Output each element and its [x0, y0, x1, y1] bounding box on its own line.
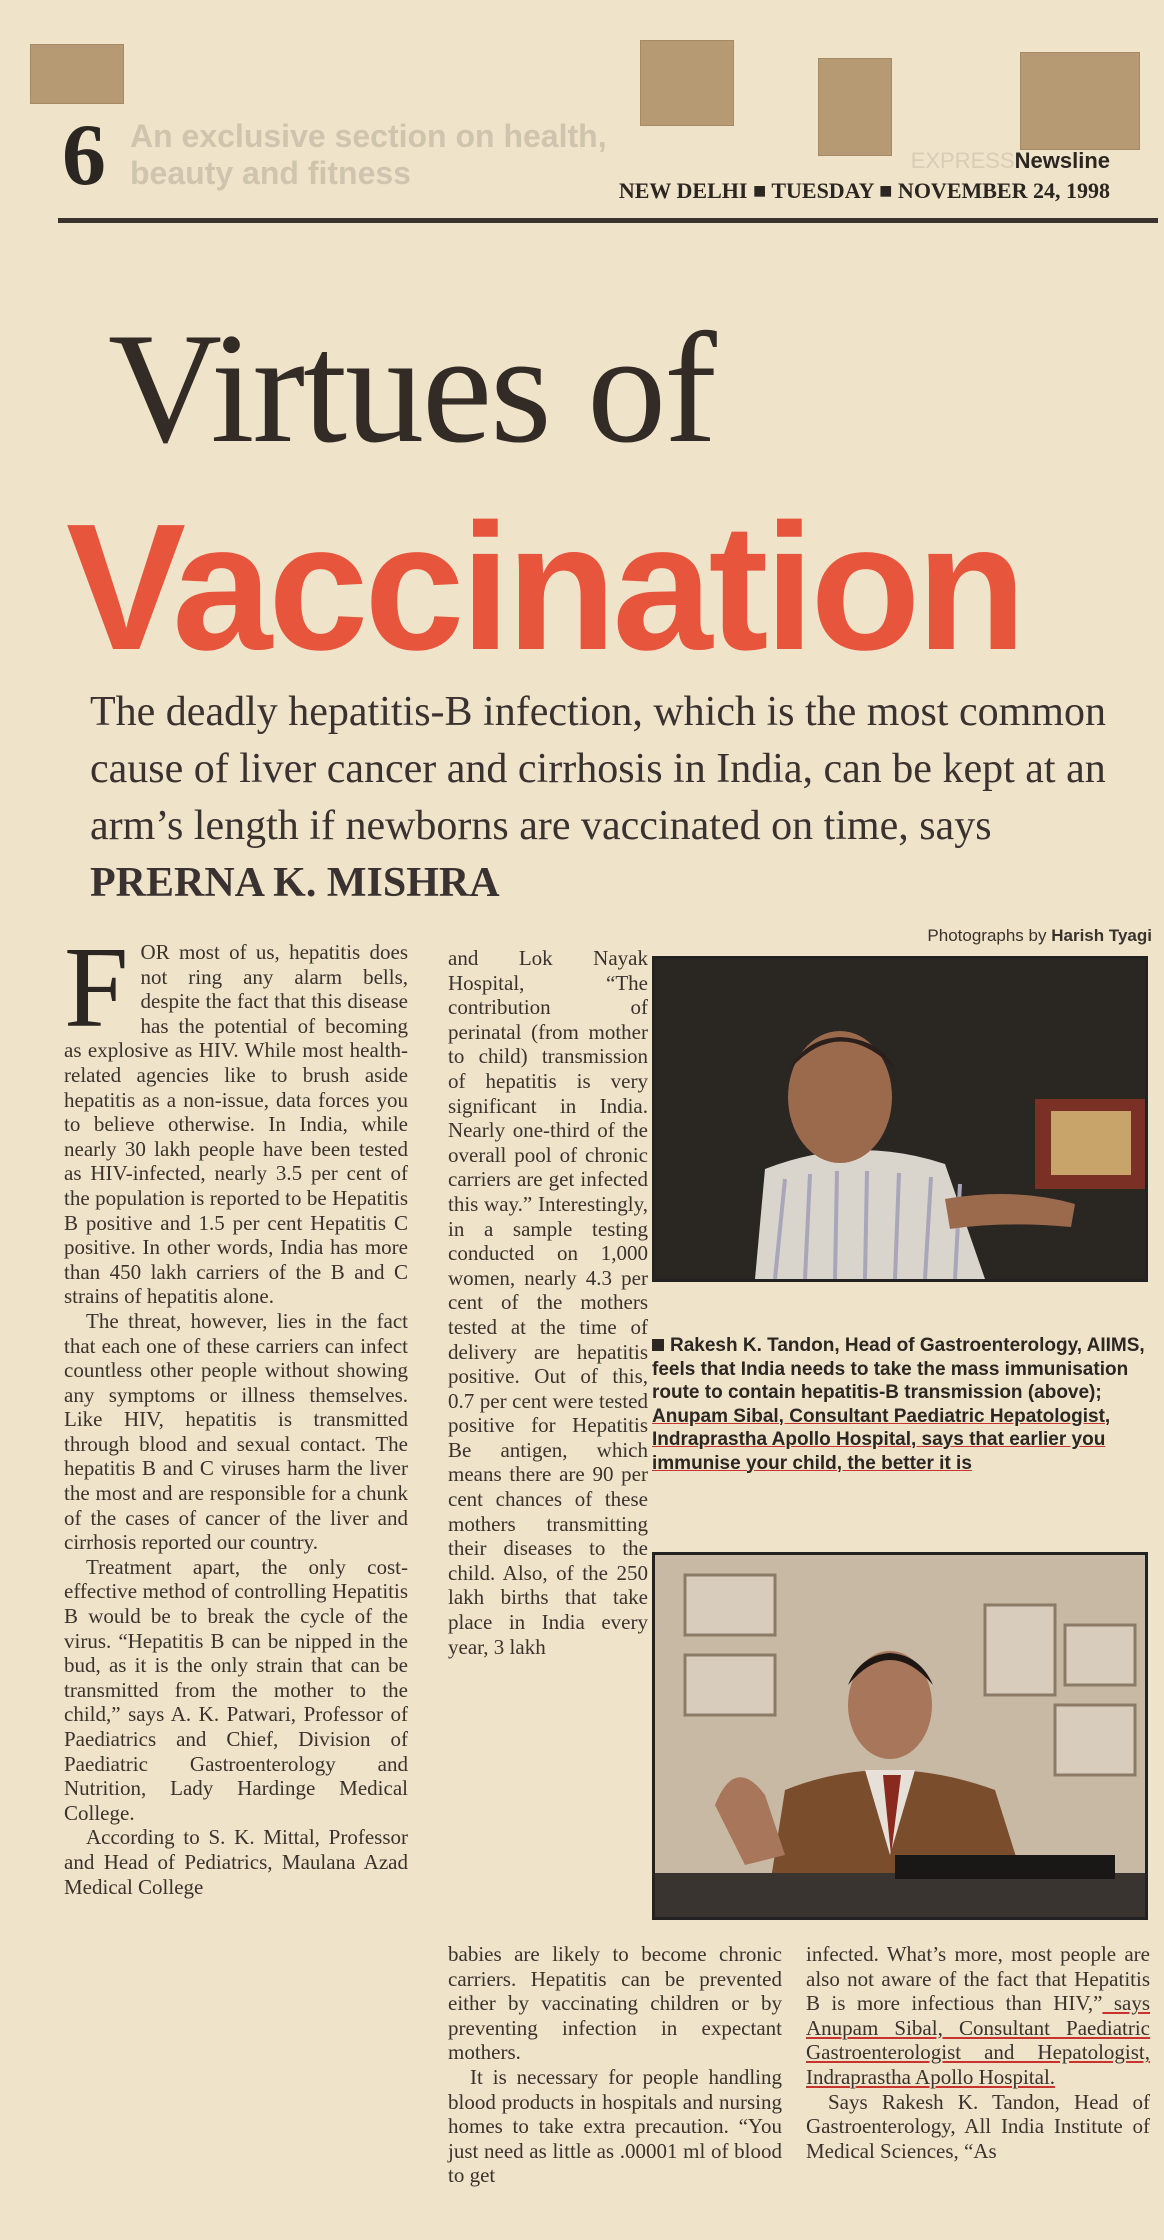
- section-tagline-line2: beauty and fitness: [130, 154, 411, 191]
- headline-line2: Vaccination: [66, 487, 1023, 688]
- photo-credit-name: Harish Tyagi: [1051, 926, 1152, 945]
- article-paragraph: [64, 924, 408, 1309]
- article-paragraph: [806, 1942, 1150, 2090]
- doctor-at-desk-illustration: [655, 1555, 1145, 1917]
- article-column-1: [64, 924, 408, 1899]
- section-tagline: [130, 118, 607, 192]
- newspaper-brand: [911, 148, 1110, 174]
- header-photo-thumbnail: [1020, 52, 1140, 150]
- headline-line1: Virtues of: [108, 301, 715, 476]
- brand-bold: Newsline: [1014, 148, 1110, 173]
- photo-caption: [652, 1334, 1152, 1475]
- brand-light: EXPRESS: [910, 148, 1015, 173]
- article-column-3: [806, 1942, 1150, 2163]
- article-column-2: [448, 946, 648, 1659]
- article-column-2-continued: [448, 1942, 782, 2188]
- article-paragraph: According to S. K. Mittal, Professor and Head of Pediatrics, Maulana Azad Medical College: [64, 1825, 408, 1899]
- standfirst-text: The deadly hepatitis-B infection, which is the most common cause of liver cancer and cirrhosis in India, can be kept at an arm’s length if newborns are vaccinated on time, says: [90, 689, 1106, 849]
- standfirst: [90, 684, 1130, 912]
- header-rule: [58, 218, 1158, 223]
- article-paragraph: Says Rakesh K. Tandon, Head of Gastroenterology, All India Institute of Medical Sciences, “As: [806, 2089, 1150, 2163]
- page-number: 6: [62, 107, 106, 204]
- caption-bullet-icon: [652, 1339, 664, 1351]
- paragraph-text: OR most of us, hepatitis does not ring any alarm bells, despite the fact that this disease has the potential of becoming as explosive as HIV. While most health-related agencies like to brush aside hepatitis as a non-issue, data forces you to believe otherwise. In India, while nearly 30 lakh people have been tested as HIV-infected, nearly 3.5 per cent of the population is reported to be Hepatitis B positive and 1.5 per cent Hepatitis C positive. In other words, India has more than 450 lakh carriers of the B and C strains of hepatitis alone.: [64, 940, 408, 1309]
- header-photo-thumbnail: [818, 58, 892, 156]
- paragraph-text: infected. What’s more, most people are also not aware of the fact that Hepatitis B is more infectious than HIV,”: [806, 1942, 1150, 2016]
- article-paragraph: Treatment apart, the only cost-effective method of controlling Hepatitis B would be to break the cycle of the virus. “Hepatitis B can be nipped in the bud, as it is the only strain that can be transmitted from the mother to the child,” says A. K. Patwari, Professor of Paediatrics and Chief, Division of Paediatric Gastroenterology and Nutrition, Lady Hardinge Medical College.: [64, 1554, 408, 1825]
- dateline: NEW DELHI ■ TUESDAY ■ NOVEMBER 24, 1998: [618, 178, 1110, 203]
- underlined-quote-attribution: says Anupam Sibal, Consultant Paediatric Gastroenterologist and Hepatologist, Indraprastha Apollo Hospital.: [806, 1991, 1150, 2089]
- doctor-portrait-illustration: [655, 959, 1145, 1279]
- article-paragraph: It is necessary for people handling blood products in hospitals and nursing homes to take extra precaution. “You just need as little as .00001 ml of blood to get: [448, 2064, 782, 2188]
- caption-part1: Rakesh K. Tandon, Head of Gastroenterology, AIIMS, feels that India needs to take the mass immunisation route to contain hepatitis-B transmission (above);: [652, 1335, 1145, 1403]
- header-clipping-thumbnail: [30, 44, 124, 104]
- drop-cap: F: [64, 924, 129, 1052]
- caption-part2: Anupam Sibal, Consultant Paediatric Hepatologist, Indraprastha Apollo Hospital, says that earlier you immunise your child, the better it is: [652, 1405, 1111, 1474]
- byline: PRERNA K. MISHRA: [90, 860, 500, 906]
- article-paragraph: and Lok Nayak Hospital, “The contribution of perinatal (from mother to child) transmission of hepatitis is very significant in India. Nearly one-third of the overall pool of chronic carriers are get infected this way.” Interestingly, in a sample testing conducted on 1,000 women, nearly 4.3 per cent of the mothers tested at the time of delivery are hepatitis positive. Out of this, 0.7 per cent were tested positive for Hepatitis Be antigen, which means there are 90 per cent chances of these mothers transmitting their diseases to the child. Also, of the 250 lakh births that take place in India every year, 3 lakh: [448, 946, 648, 1659]
- photo-anupam-sibal: [652, 1552, 1148, 1920]
- photo-credit: [927, 926, 1152, 946]
- article-paragraph: babies are likely to become chronic carriers. Hepatitis can be prevented either by vaccinating children or by preventing infection in expectant mothers.: [448, 1942, 782, 2065]
- header-photo-thumbnail: [640, 40, 734, 126]
- article-paragraph: The threat, however, lies in the fact that each one of these carriers can infect countless other people without showing any symptoms or illness themselves. Like HIV, hepatitis is transmitted through blood and sexual contact. The hepatitis B and C viruses harm the liver the most and are responsible for a chunk of the cases of cancer of the liver and cirrhosis reported our country.: [64, 1308, 408, 1555]
- photo-rakesh-tandon: [652, 956, 1148, 1282]
- photo-credit-prefix: Photographs by: [927, 926, 1052, 945]
- section-tagline-line1: An exclusive section on health,: [130, 118, 607, 154]
